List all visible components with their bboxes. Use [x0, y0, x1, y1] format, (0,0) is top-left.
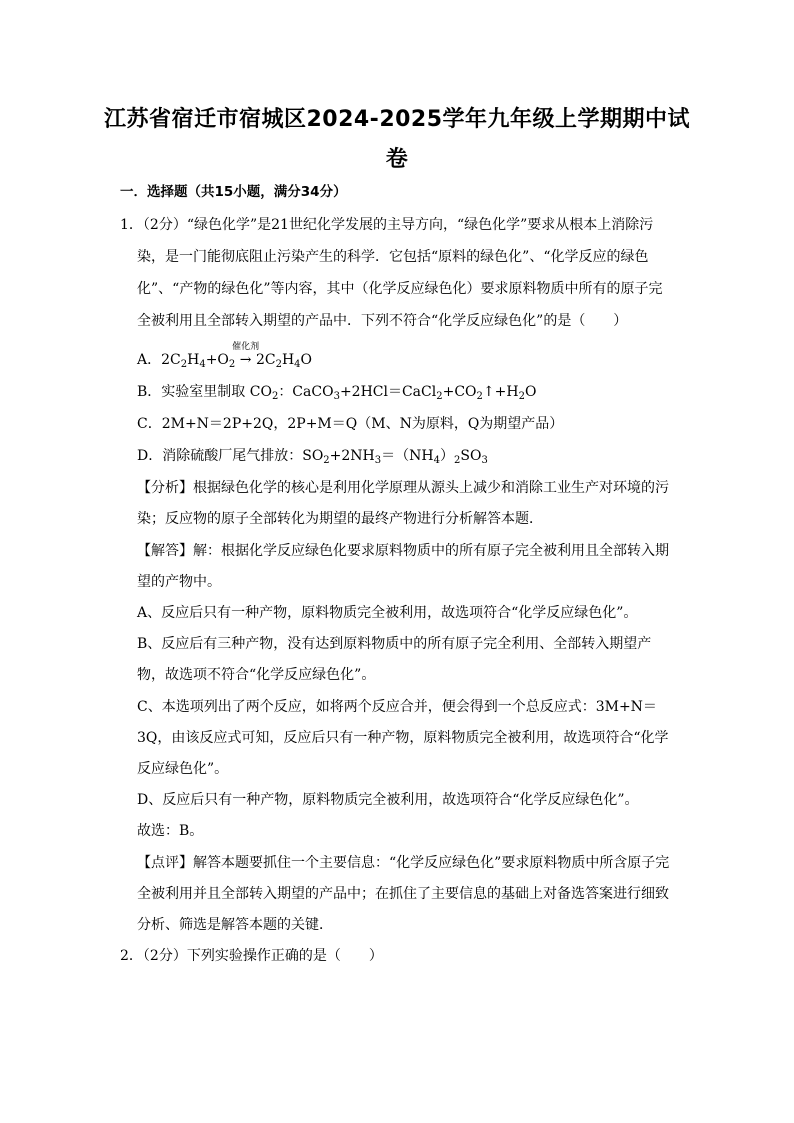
reaction-arrow: →	[239, 352, 252, 368]
comment-text: 全被利用并且全部转入期望的产品中；在抓住了主要信息的基础上对备选答案进行细致	[137, 886, 669, 902]
option-b: B．实验室里制取 $CO_2$：$CaCO_3+2HCl=CaCl_2+CO_2↑+H_2O$	[137, 384, 537, 402]
page-title-continued: 卷	[385, 147, 409, 172]
answer-text: 反应绿色化”。	[137, 761, 229, 777]
question-1-text: 全被利用且全部转入期望的产品中．下列不符合“化学反应绿色化”的是（ ）	[137, 313, 628, 329]
comment-text: 【点评】解答本题要抓住一个主要信息：“化学反应绿色化”要求原料物质中所含原子完	[137, 855, 670, 871]
question-1-text: 1．（2分）“绿色化学”是21世纪化学发展的主导方向，“绿色化学”要求从根本上消除污	[120, 217, 654, 233]
comment-text: 分析、筛选是解答本题的关键．	[137, 917, 333, 933]
answer-text: 物，故选项不符合“化学反应绿色化”。	[137, 667, 376, 683]
answer-text: 【解答】解：根据化学反应绿色化要求原料物质中的所有原子完全被利用且全部转入期	[137, 543, 669, 559]
answer-text: D、反应后只有一种产物，原料物质完全被利用，故选项符合“化学反应绿色化”。	[137, 792, 639, 808]
answer-text: B、反应后有三种产物，没有达到原料物质中的所有原子完全利用、全部转入期望产	[137, 636, 652, 652]
answer-text: A、反应后只有一种产物，原料物质完全被利用，故选项符合“化学反应绿色化”。	[137, 605, 638, 621]
answer-text: C、本选项列出了两个反应，如将两个反应合并，便会得到一个总反应式：3M+N＝	[137, 699, 657, 715]
question-2-text: 2．（2分）下列实验操作正确的是（ ）	[120, 948, 383, 964]
answer-text: 3Q，由该反应式可知，反应后只有一种产物，原料物质完全被利用，故选项符合“化学	[137, 730, 669, 746]
option-d: D．消除硫酸厂尾气排放：$SO_2+2NH_3=(NH_4)_2SO_3$	[137, 448, 488, 466]
catalyst-label: 催化剂	[232, 342, 260, 352]
analysis-text: 【分析】根据绿色化学的核心是利用化学原理从源头上减少和消除工业生产对环境的污	[137, 480, 669, 496]
option-c: C．2M+N＝2P+2Q，2P+M＝Q（M、N为原料，Q为期望产品）	[137, 416, 564, 432]
section-heading: 一．选择题（共15小题，满分34分）	[120, 184, 347, 200]
answer-text: 望的产物中。	[137, 574, 221, 590]
answer-choice: 故选：B。	[137, 823, 204, 839]
question-1-text: 染，是一门能彻底阻止污染产生的科学．它包括“原料的绿色化”、“化学反应的绿色	[137, 249, 649, 265]
analysis-text: 染；反应物的原子全部转化为期望的最终产物进行分析解答本题．	[137, 511, 543, 527]
page-title: 江苏省宿迁市宿城区2024-2025学年九年级上学期期中试	[103, 107, 691, 132]
option-a: A．$2C_2H_4+O_2$ 催化剂 → $2C_2H_4O$	[137, 350, 312, 370]
question-1-text: 化”、“产物的绿色化”等内容，其中（化学反应绿色化）要求原料物质中所有的原子完	[137, 281, 663, 297]
